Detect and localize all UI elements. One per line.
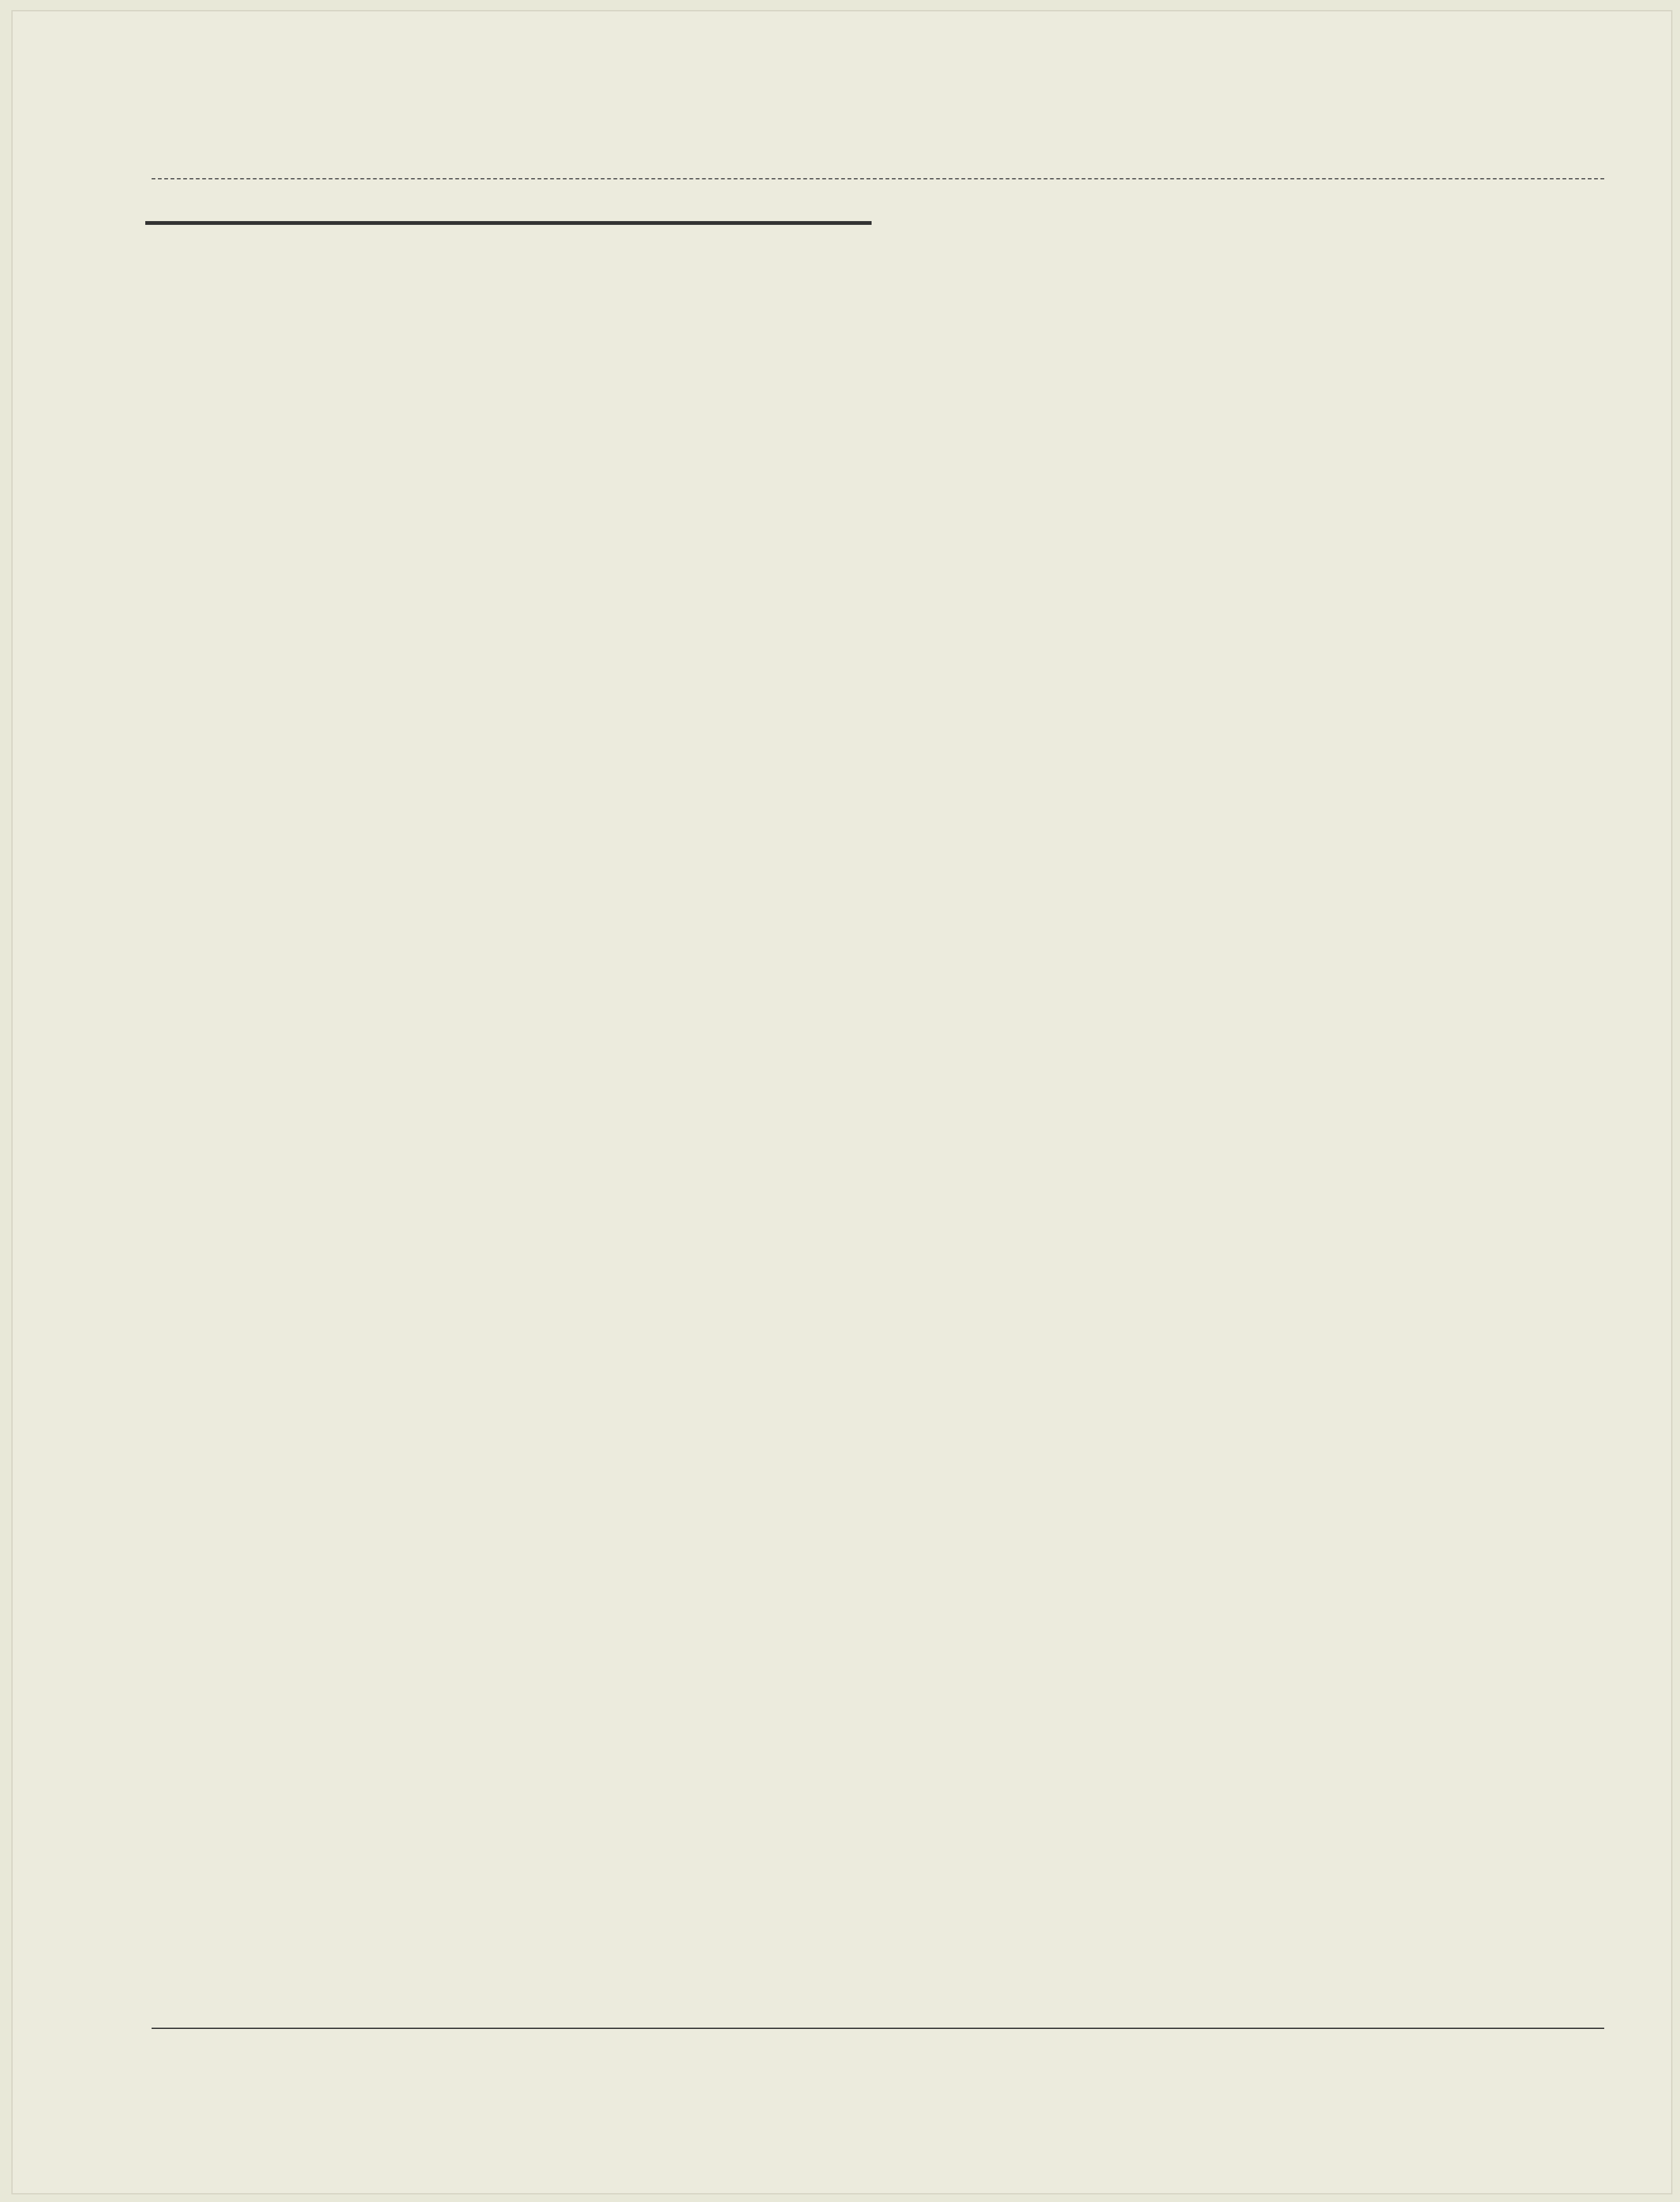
right-column bbox=[916, 200, 1598, 225]
left-column bbox=[145, 207, 872, 291]
header-rule bbox=[152, 178, 1604, 179]
footer-rule bbox=[152, 2028, 1604, 2029]
section-rule bbox=[145, 221, 872, 225]
page bbox=[11, 10, 1672, 2194]
